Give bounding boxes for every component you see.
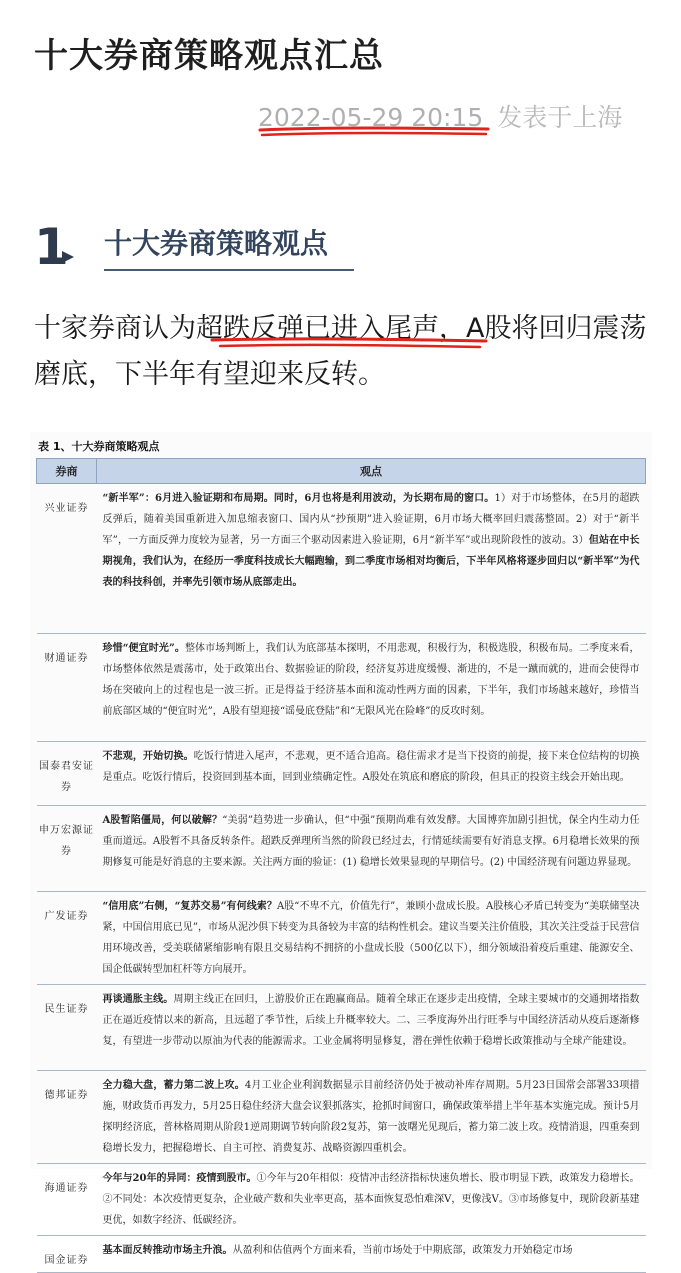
broker-name: 兴业证券 xyxy=(37,484,97,634)
table-row xyxy=(37,892,646,985)
intro-paragraph xyxy=(34,306,654,398)
table-row xyxy=(37,1071,646,1164)
broker-name: 海通证券 xyxy=(37,1164,97,1236)
broker-view: 再谈通胀主线。周期主线正在回归，上游股价正在跑赢商品。随着全球正在逐步走出疫情，全球主要城市的交通拥堵指数正在逼近疫情以来的新高，且远超了季节性，后续上升概率较大。二、三季度海外出行旺季与中国经济活动从疫后逐渐修复，有望进一步带动以原油为代表的能源需求。工业金属将明显修复，潜在弹性依赖于稳增长政策推动与全球产能建设。 xyxy=(97,985,646,1071)
broker-name: 广发证券 xyxy=(37,892,97,985)
table-caption: 表 1、十大券商策略观点 xyxy=(38,440,160,453)
intro-highlight: 超跌反弹已进入尾声 xyxy=(196,313,439,344)
red-underline-mark xyxy=(210,336,490,350)
broker-name: 申万宏源证券 xyxy=(37,806,97,892)
table-row xyxy=(37,1164,646,1236)
header-org: 券商 xyxy=(37,459,97,484)
table-row xyxy=(37,1236,646,1273)
broker-view: 不悲观，开始切换。吃饭行情进入尾声，不悲观，更不适合追高。稳住需求才是当下投资的前提，接下来仓位结构的切换是重点。吃饭行情后，投资回到基本面，回到业绩确定性。A股处在筑底和磨底的阶段，但具正的投资主线会开始出现。 xyxy=(97,742,646,806)
broker-name: 国金证券 xyxy=(37,1236,97,1273)
publish-date: 2022-05-29 20:15 xyxy=(258,103,484,132)
broker-name: 德邦证券 xyxy=(37,1071,97,1164)
publish-location: 发表于上海 xyxy=(497,103,623,132)
broker-name: 民生证券 xyxy=(37,985,97,1071)
broker-view: 今年与20年的异同：疫情到股市。①今年与20年相似：疫情冲击经济指标快速负增长、股市明显下跌，政策发力稳增长。②不同处：本次疫情更复杂，企业破产数和失业率更高，基本面恢复恐怕难深V，更像浅V。③市场修复中，现阶段新基建更优，如数字经济、低碳经济。 xyxy=(97,1164,646,1236)
broker-views-table xyxy=(36,458,646,1273)
triangle-icon xyxy=(62,251,74,263)
intro-text-after: ，A股将回归震荡磨底，下半年有望迎来反转。 xyxy=(34,313,647,390)
table-row xyxy=(37,742,646,806)
article-title: 十大券商策略观点汇总 xyxy=(34,36,384,76)
broker-view: 基本面反转推动市场主升浪。从盈利和估值两个方面来看，当前市场处于中期底部，政策发力开始稳定市场 xyxy=(97,1236,646,1273)
broker-view: “信用底”右侧，“复苏交易”有何线索？A股“不卑不亢，价值先行”，兼顾小盘成长股。A股核心矛盾已转变为“美联储坚决紧，中国信用底已见”，市场从泥沙俱下转变为具备较为丰富的结构性机会。建议当要关注价值股，其次关注受益于民营信用环境改善，受美联储紧缩影响有限且交易结构不拥挤的小盘成长股（500亿以下），细分领域沿着疫后重建、能源安全、国企低碳转型加杠杆等方向展开。 xyxy=(97,892,646,985)
section-underline xyxy=(104,269,354,271)
intro-text-before: 十家券商认为 xyxy=(34,313,196,344)
header-view: 观点 xyxy=(97,459,646,484)
broker-view: A股暂陷僵局，何以破解？“美弱”趋势进一步确认，但“中强”预期尚难有效发酵。大国博弈加剧引担忧，保全内生动力任重而道远。A股暂不具备反转条件。超跌反弹理所当然的阶段已经过去，行情延续需要有好消息支撑。6月稳增长效果的预期修复可能是好消息的主要来源。关注两方面的验证：(1) 稳增长效果显现的早期信号。(2) 中国经济现有问题边界显现。 xyxy=(97,806,646,892)
table-row xyxy=(37,634,646,742)
document-image xyxy=(30,432,652,1266)
section-number: 1 xyxy=(34,218,69,276)
red-underline-mark xyxy=(258,124,490,138)
broker-name: 国泰君安证券 xyxy=(37,742,97,806)
broker-view: “新半军”：6月进入验证期和布局期。同时，6月也将是利用波动，为长期布局的窗口。1）对于市场整体，在5月的超跌反弹后，随着美国重新进入加息缩表窗口、国内从“抄预期”进入验证期，6月市场大概率回归震荡整固。2）对于“新半军”，一方面反弹力度较为显著，另一方面三个驱动因素进入验证期，6月“新半军”或出现阶段性的波动。3）但站在中长期视角，我们认为，在经历一季度科技成长大幅跑输，到二季度市场相对均衡后，下半年风格将逐步回归以“新半军”为代表的科技科创，并率先引领市场从底部走出。 xyxy=(97,484,646,634)
broker-name: 财通证券 xyxy=(37,634,97,742)
section-title: 十大券商策略观点 xyxy=(104,227,329,260)
broker-view: 珍惜“便宜时光”。整体市场判断上，我们认为底部基本探明，不用悲观，积极行为，积极选股，积极布局。二季度来看，市场整体依然是震荡市，处于政策出台、数据验证的阶段，经济复苏进度缓慢、渐进的，不是一蹴而就的，进而会使得市场在突破向上的过程也是一波三折。正是得益于经济基本面和流动性两方面的因素，下半年，我们市场越来越好，珍惜当前底部区域的“便宜时光”，A股有望迎接“谣曼底登陆”和“无限风光在险峰”的反攻时刻。 xyxy=(97,634,646,742)
table-row xyxy=(37,806,646,892)
table-row xyxy=(37,985,646,1071)
broker-view: 全力稳大盘，蓄力第二波上攻。4月工业企业利润数据显示目前经济仍处于被动补库存周期。5月23日国常会部署33项措施，财政货币再发力，5月25日稳住经济大盘会议狠抓落实，抢抓时间窗口，确保政策举措上半年基本实施完成。预计5月探明经济底，普林格周期从阶段1逆周期调节转向阶段2复苏，第一波曙光见现后，蓄力第二波上攻。疫情消退，四重奏到稳增长发力，把握稳增长、自主可控、消费复苏、战略资源四重机会。 xyxy=(97,1071,646,1164)
table-row xyxy=(37,484,646,634)
